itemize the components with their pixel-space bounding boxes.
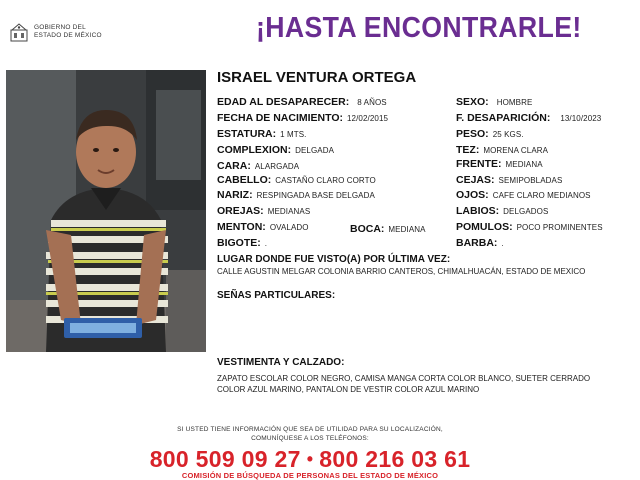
- field-value: SEMIPOBLADAS: [498, 176, 563, 185]
- person-name: ISRAEL VENTURA ORTEGA: [217, 69, 417, 86]
- field-label: SEXO:: [456, 96, 489, 108]
- field-label: OREJAS:: [217, 205, 264, 217]
- field-cejas: [456, 174, 562, 187]
- gov-line-2: ESTADO DE MÉXICO: [34, 32, 102, 39]
- field-sexo: [456, 96, 532, 109]
- contact-note-line-2: COMUNÍQUESE A LOS TELÉFONOS:: [251, 434, 369, 442]
- field-value: RESPINGADA BASE DELGADA: [256, 191, 375, 200]
- field-peso: [456, 128, 524, 141]
- field-cara: [217, 160, 299, 173]
- field-value: 12/02/2015: [347, 114, 389, 123]
- field-label: COMPLEXION:: [217, 144, 292, 156]
- field-value: 8 AÑOS: [357, 98, 387, 107]
- clothing-description: ZAPATO ESCOLAR COLOR NEGRO, CAMISA MANGA CORTA COLOR BLANCO, SUETER CERRADO COLOR AZUL MARINO, PANTALON DE VESTIR COLOR AZUL MARINO: [217, 374, 591, 394]
- field-ojos: [456, 189, 591, 202]
- field-label: PESO:: [456, 128, 489, 140]
- field-label: NARIZ:: [217, 189, 253, 201]
- field-value: .: [264, 239, 268, 248]
- field-value: DELGADA: [295, 146, 335, 155]
- field-label: OJOS:: [456, 189, 489, 201]
- field-edad: [217, 96, 387, 109]
- field-label: FRENTE:: [456, 158, 502, 170]
- field-value: OVALADO: [269, 223, 309, 232]
- field-value: DELGADOS: [503, 207, 549, 216]
- field-label: BOCA:: [350, 223, 385, 235]
- phone-number-2[interactable]: 800 216 03 61: [319, 446, 471, 472]
- field-label: CEJAS:: [456, 174, 495, 186]
- field-complexion: [217, 144, 334, 157]
- government-seal-icon: [10, 22, 28, 42]
- field-estatura: [217, 128, 307, 141]
- distinguishing-marks-title: SEÑAS PARTICULARES:: [217, 290, 336, 301]
- field-frente: [456, 158, 543, 171]
- field-labios: [456, 205, 548, 218]
- banner-title: ¡HASTA ENCONTRARLE!: [256, 12, 582, 44]
- field-value: CAFE CLARO MEDIANOS: [492, 191, 591, 200]
- field-value: MEDIANA: [505, 160, 543, 169]
- field-value: .: [501, 239, 504, 248]
- commission-name: COMISIÓN DE BÚSQUEDA DE PERSONAS DEL ESTADO DE MÉXICO: [181, 471, 439, 480]
- field-fecha-nacimiento: [217, 112, 388, 125]
- field-fecha-desaparicion: [456, 112, 601, 125]
- field-label: BIGOTE:: [217, 237, 261, 249]
- field-boca: [350, 223, 426, 236]
- field-value: MEDIANAS: [267, 207, 311, 216]
- phone-number-1[interactable]: 800 509 09 27: [149, 446, 301, 472]
- field-label: EDAD AL DESAPARECER:: [217, 96, 350, 108]
- last-seen-title: LUGAR DONDE FUE VISTO(A) POR ÚLTIMA VEZ:: [217, 254, 451, 265]
- field-label: F. DESAPARICIÓN:: [456, 112, 551, 124]
- field-value: CASTAÑO CLARO CORTO: [275, 176, 376, 185]
- clothing-title: VESTIMENTA Y CALZADO:: [217, 357, 345, 368]
- field-value: 25 KGS.: [492, 130, 524, 139]
- field-label: MENTON:: [217, 221, 266, 233]
- field-value: MEDIANA: [388, 225, 426, 234]
- contact-note: [0, 426, 620, 443]
- phone-separator: •: [306, 449, 314, 469]
- field-cabello: [217, 174, 376, 187]
- field-menton: [217, 221, 309, 234]
- field-value: POCO PROMINENTES: [516, 223, 603, 232]
- field-label: BARBA:: [456, 237, 498, 249]
- last-seen-location: CALLE AGUSTIN MELGAR COLONIA BARRIO CANTEROS, CHIMALHUACÁN, ESTADO DE MEXICO: [217, 267, 586, 276]
- field-value: 13/10/2023: [560, 114, 602, 123]
- phone-numbers: [0, 446, 620, 473]
- field-label: FECHA DE NACIMIENTO:: [217, 112, 343, 124]
- field-label: TEZ:: [456, 144, 480, 156]
- contact-note-line-1: SI USTED TIENE INFORMACIÓN QUE SEA DE UTILIDAD PARA SU LOCALIZACIÓN,: [177, 426, 443, 433]
- field-label: CABELLO:: [217, 174, 272, 186]
- government-name: [34, 24, 102, 40]
- field-value: HOMBRE: [496, 98, 533, 107]
- missing-person-photo: [6, 70, 206, 352]
- field-label: ESTATURA:: [217, 128, 277, 140]
- field-label: CARA:: [217, 160, 251, 172]
- gov-line-1: GOBIERNO DEL: [34, 24, 86, 31]
- field-value: ALARGADA: [254, 162, 300, 171]
- field-pomulos: [456, 221, 603, 234]
- field-nariz: [217, 189, 375, 202]
- field-orejas: [217, 205, 310, 218]
- field-value: 1 MTS.: [280, 130, 307, 139]
- field-label: POMULOS:: [456, 221, 513, 233]
- field-label: LABIOS:: [456, 205, 500, 217]
- field-tez: [456, 144, 548, 157]
- field-bigote: [217, 237, 267, 250]
- field-barba: [456, 237, 504, 250]
- field-value: MORENA CLARA: [483, 146, 549, 155]
